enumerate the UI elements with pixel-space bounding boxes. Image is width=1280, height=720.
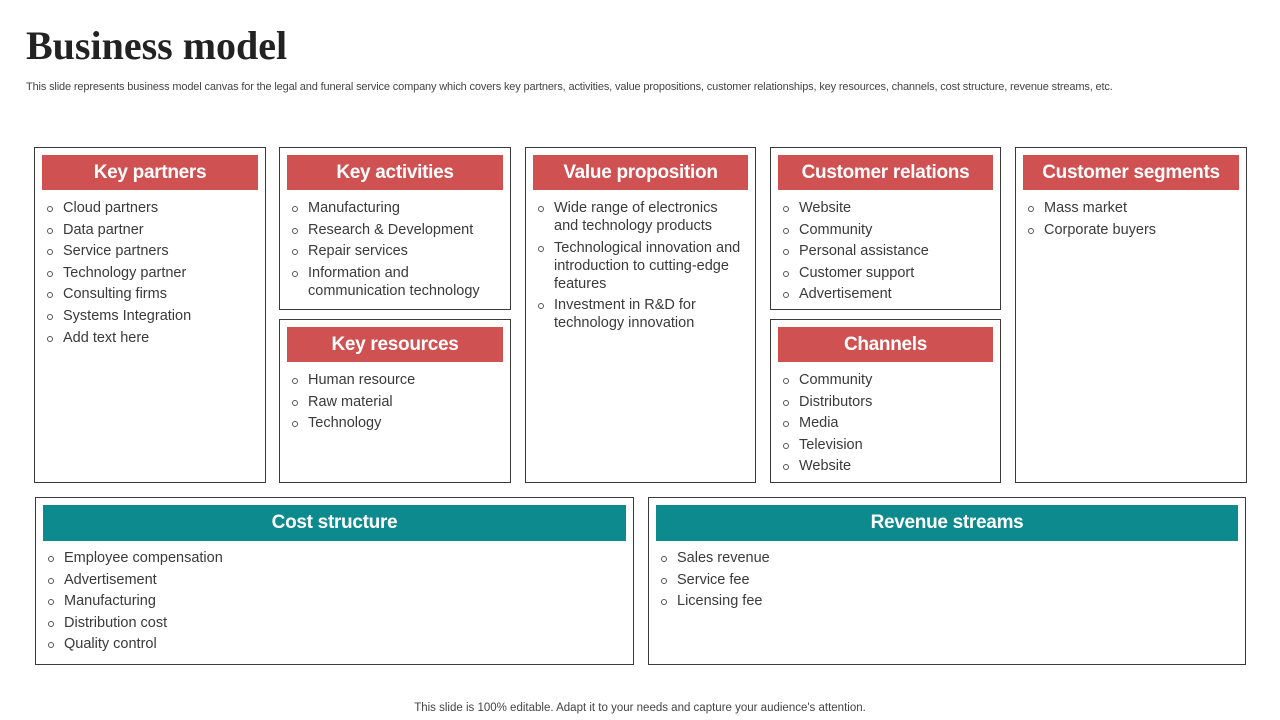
list-item: Distributors: [781, 393, 990, 411]
key-resources-header: Key resources: [287, 327, 503, 362]
value-proposition-list: [536, 199, 745, 336]
cost-structure-header: Cost structure: [43, 505, 626, 541]
list-item: Customer support: [781, 264, 990, 282]
list-item: Service partners: [45, 242, 255, 260]
page-title: Business model: [26, 23, 288, 68]
cost-structure-list: [46, 549, 623, 657]
list-item: Television: [781, 436, 990, 454]
page-subtitle: This slide represents business model canvas for the legal and funeral service company which covers key partners, activities, value propositions, customer relationships, key resources, channels, cost structure, revenue streams, etc.: [26, 81, 1113, 93]
cost-structure-box: [35, 497, 634, 665]
list-item: Community: [781, 371, 990, 389]
list-item: Corporate buyers: [1026, 221, 1236, 239]
list-item: Employee compensation: [46, 549, 623, 567]
list-item: Technological innovation and introduction to cutting-edge features: [536, 239, 745, 293]
list-item: Community: [781, 221, 990, 239]
customer-relations-header: Customer relations: [778, 155, 993, 190]
key-resources-box: [279, 319, 511, 483]
list-item: Advertisement: [781, 285, 990, 303]
list-item: Manufacturing: [46, 592, 623, 610]
list-item: Add text here: [45, 329, 255, 347]
list-item: Repair services: [290, 242, 500, 260]
channels-box: [770, 319, 1001, 483]
list-item: Distribution cost: [46, 614, 623, 632]
list-item: Data partner: [45, 221, 255, 239]
list-item: Human resource: [290, 371, 500, 389]
list-item: Quality control: [46, 635, 623, 653]
list-item: Sales revenue: [659, 549, 1235, 567]
list-item: Website: [781, 457, 990, 475]
customer-segments-box: [1015, 147, 1247, 483]
revenue-streams-box: [648, 497, 1246, 665]
list-item: Mass market: [1026, 199, 1236, 217]
footer-note: This slide is 100% editable. Adapt it to your needs and capture your audience's attention.: [414, 702, 866, 714]
revenue-streams-header: Revenue streams: [656, 505, 1238, 541]
key-partners-list: [45, 199, 255, 350]
list-item: Licensing fee: [659, 592, 1235, 610]
list-item: Website: [781, 199, 990, 217]
list-item: Investment in R&D for technology innovation: [536, 296, 745, 332]
customer-segments-list: [1026, 199, 1236, 242]
list-item: Media: [781, 414, 990, 432]
key-activities-box: [279, 147, 511, 310]
list-item: Service fee: [659, 571, 1235, 589]
list-item: Advertisement: [46, 571, 623, 589]
list-item: Technology partner: [45, 264, 255, 282]
revenue-streams-list: [659, 549, 1235, 614]
channels-header: Channels: [778, 327, 993, 362]
list-item: Raw material: [290, 393, 500, 411]
list-item: Technology: [290, 414, 500, 432]
key-partners-header: Key partners: [42, 155, 258, 190]
key-partners-box: [34, 147, 266, 483]
key-resources-list: [290, 371, 500, 436]
list-item: Research & Development: [290, 221, 500, 239]
list-item: Consulting firms: [45, 285, 255, 303]
customer-relations-box: [770, 147, 1001, 310]
customer-segments-header: Customer segments: [1023, 155, 1239, 190]
value-proposition-box: [525, 147, 756, 483]
list-item: Information and communication technology: [290, 264, 500, 300]
channels-list: [781, 371, 990, 479]
list-item: Wide range of electronics and technology products: [536, 199, 745, 235]
key-activities-list: [290, 199, 500, 303]
list-item: Cloud partners: [45, 199, 255, 217]
list-item: Manufacturing: [290, 199, 500, 217]
key-activities-header: Key activities: [287, 155, 503, 190]
value-proposition-header: Value proposition: [533, 155, 748, 190]
customer-relations-list: [781, 199, 990, 307]
list-item: Personal assistance: [781, 242, 990, 260]
list-item: Systems Integration: [45, 307, 255, 325]
